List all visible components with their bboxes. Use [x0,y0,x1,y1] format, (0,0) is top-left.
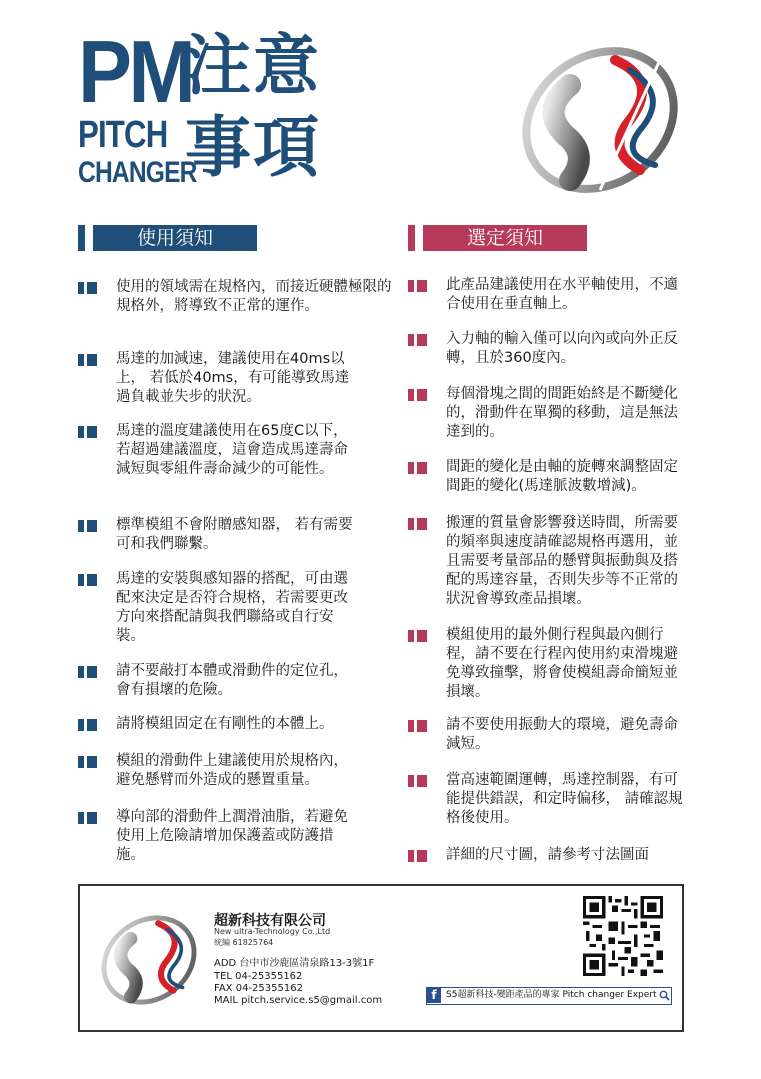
facebook-icon: f [427,988,441,1003]
usage-item-text: 導向部的滑動件上潤滑油脂，若避免使用上危險請增加保護蓋或防護措施。 [116,809,348,863]
bullet-icon [87,282,97,294]
selection-item-text: 此產品建議使用在水平軸使用，不適合使用在垂直軸上。 [446,277,678,312]
title-changer: CHANGER [78,156,197,189]
bullet-icon [78,812,84,824]
usage-item-text: 模組的滑動件上建議使用於規格內，避免懸臂而外造成的懸置重量。 [116,753,348,788]
bullet-icon [417,775,427,787]
bullet-icon [78,426,84,438]
selection-header-bar [408,225,415,251]
selection-item-text: 每個滑塊之間的間距始終是不斷變化的，滑動件在單獨的移動，這是無法達到的。 [446,386,678,440]
bullet-icon [78,282,84,294]
usage-item-text: 馬達的安裝與感知器的搭配，可由選配來決定是否符合規格，若需要更改方向來搭配請與我們聯絡或自行安裝。 [116,571,348,644]
telephone: TEL 04-25355162 [214,971,303,982]
fax: FAX 04-25355162 [214,983,303,994]
bullet-icon [417,280,427,292]
title-items: 事項 [185,109,321,186]
bullet-icon [87,426,97,438]
selection-item-text: 搬運的質量會影響發送時間，所需要的頻率與速度請確認規格再選用，並且需要考量部品的懸臂與振動與及搭配的馬達容量，否則失步等不正常的狀況會導致產品損壞。 [446,515,678,607]
usage-item-text: 請不要敲打本體或滑動件的定位孔，會有損壞的危險。 [116,663,348,698]
bullet-icon [417,389,427,401]
company-name: 超新科技有限公司 [214,913,326,929]
footer-s5-logo [94,900,204,1020]
email-link[interactable]: MAIL pitch.service.s5@gmail.com [214,995,383,1006]
bullet-icon [78,666,84,678]
bullet-icon [87,354,97,366]
usage-item-text: 馬達的溫度建議使用在65度C以下，若超過建議溫度，這會造成馬達壽命減短與零組件壽命減少的可能性。 [116,423,348,477]
bullet-icon [417,334,427,346]
facebook-search-bar[interactable] [426,987,672,1005]
bullet-icon [78,354,84,366]
bullet-icon [408,518,414,530]
bullet-icon [78,520,84,532]
bullet-icon [408,775,414,787]
selection-item-text: 當高速範圍運轉，馬達控制器，有可能提供錯誤，和定時偏移， 請確認規格後使用。 [446,772,683,826]
bullet-icon [408,630,414,642]
bullet-icon [417,518,427,530]
title-notice: 注意 [185,27,321,104]
bullet-icon [87,756,97,768]
title-pitch: PITCH [78,114,168,156]
usage-item-text: 使用的領域需在規格內，而接近硬體極限的規格外，將導致不正常的運作。 [116,279,392,314]
selection-item-text: 詳細的尺寸圖，請參考寸法圖面 [446,847,649,863]
title-pm: PM [78,22,193,121]
usage-item-text: 馬達的加減速，建議使用在40ms以上， 若低於40ms，有可能導致馬達過負載並失步的狀況。 [116,351,350,405]
selection-item-text: 間距的變化是由軸的旋轉來調整固定間距的變化(馬達脈波數增減)。 [446,459,678,494]
bullet-icon [78,719,84,731]
usage-header: 使用須知 [93,225,257,251]
selection-item-text: 入力軸的輸入僅可以向內或向外正反轉，且於360度內。 [446,331,678,366]
bullet-icon [87,719,97,731]
tax-id: 統編 61825764 [214,938,274,947]
usage-item-text: 請將模組固定在有剛性的本體上。 [116,716,334,732]
bullet-icon [417,720,427,732]
bullet-icon [408,462,414,474]
company-name-en: New ultra-Technology Co.,Ltd [214,927,331,936]
selection-item-text: 模組使用的最外側行程與最內側行程，請不要在行程內使用約束滑塊避免導致撞擊，將會使模組壽命簡短並損壞。 [446,627,678,700]
selection-item-text: 請不要使用振動大的環境，避免壽命減短。 [446,717,678,752]
address: ADD 台中市沙鹿區清泉路13-3號1F [214,958,375,969]
bullet-icon [87,812,97,824]
bullet-icon [408,389,414,401]
usage-header-bar [78,225,85,251]
search-icon [659,990,670,1001]
bullet-icon [78,756,84,768]
bullet-icon [87,574,97,586]
facebook-page-name: S5超新科技-變距產品的專家 Pitch changer Expert [446,990,657,1000]
bullet-icon [408,720,414,732]
bullet-icon [87,520,97,532]
bullet-icon [417,462,427,474]
bullet-icon [87,666,97,678]
bullet-icon [408,334,414,346]
bullet-icon [417,850,427,862]
s5-logo [510,40,690,200]
bullet-icon [78,574,84,586]
usage-item-text: 標準模組不會附贈感知器， 若有需要可和我們聯繫。 [116,517,353,552]
selection-header: 選定須知 [423,225,587,251]
qr-code [583,896,663,976]
bullet-icon [408,280,414,292]
bullet-icon [417,630,427,642]
bullet-icon [408,850,414,862]
